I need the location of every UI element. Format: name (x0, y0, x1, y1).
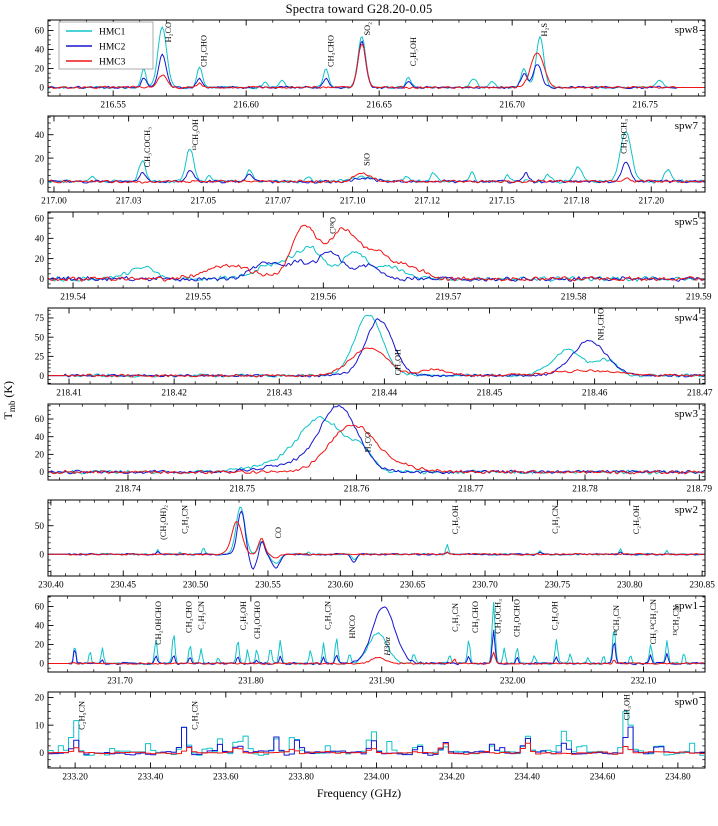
line-annotation: C₂H₃CN (196, 601, 206, 630)
line-annotation: CH₃OH (393, 349, 403, 376)
x-tick-label: 234.00 (363, 772, 390, 783)
x-tick-label: 230.60 (327, 580, 354, 591)
x-tick-label: 218.77 (457, 484, 484, 495)
series-group (49, 406, 705, 475)
series-group (49, 225, 705, 281)
x-tick-label: 217.05 (190, 196, 217, 207)
panel-label-spw4: spw4 (674, 312, 698, 324)
line-annotation: C₂H₃CN (180, 505, 190, 534)
series-group (49, 315, 705, 377)
y-axis-label-suffix: (K) (0, 380, 15, 401)
x-tick-label: 218.78 (572, 484, 598, 495)
y-tick-label: 60 (34, 26, 44, 37)
x-tick-label: 217.20 (638, 196, 665, 207)
x-tick-label: 218.45 (476, 388, 503, 399)
y-tick-label: 40 (34, 234, 44, 245)
x-tick-label: 230.80 (616, 580, 643, 591)
line-annotation: CO (273, 527, 283, 539)
line-annotation: CH₃OH (622, 694, 632, 721)
x-tick-label: 218.43 (266, 388, 293, 399)
line-annotation: CH₃COCH₃ (143, 127, 153, 168)
x-tick-label: 234.60 (589, 772, 616, 783)
line-annotation: C₂H₅OH (408, 37, 418, 67)
y-tick-label: 0 (39, 275, 44, 286)
line-annotation: C₂H₅OH (632, 505, 642, 535)
line-annotation: CH₃OCHO (512, 599, 522, 637)
line-annotation: CH₃CHO (199, 35, 209, 67)
x-tick-label: 218.42 (161, 388, 187, 399)
legend (59, 22, 153, 69)
line-annotation: CH₃CHO (326, 35, 336, 67)
legend-label-HMC3: HMC3 (99, 57, 126, 68)
x-tick-label: 219.56 (310, 292, 337, 303)
x-tick-label: 216.65 (366, 100, 392, 111)
y-axis-label-subscript: mb (7, 400, 18, 413)
y-tick-label: 20 (34, 450, 44, 461)
x-tick-label: 217.03 (115, 196, 142, 207)
x-tick-label: 234.80 (665, 772, 691, 783)
y-tick-label: 60 (34, 415, 44, 426)
y-axis-label (1, 360, 17, 440)
figure-title: Spectra toward G28.20-0.05 (285, 2, 433, 16)
x-tick-label: 230.40 (38, 580, 64, 591)
line-annotation: C¹⁸O (328, 217, 338, 234)
series-line-HMC3 (49, 225, 705, 281)
x-tick-label: 233.80 (288, 772, 314, 783)
panel-label-spw1: spw1 (674, 600, 698, 612)
panel-label-spw5: spw5 (674, 216, 698, 228)
line-annotation: H₂CO (164, 22, 174, 43)
series-line-HMC2 (49, 319, 705, 377)
line-annotation: C₂H₅CN (190, 701, 200, 730)
y-tick-label: 25 (34, 352, 44, 363)
y-tick-label: 0 (39, 749, 44, 759)
x-tick-label: 230.70 (472, 580, 498, 591)
x-tick-label: 216.75 (632, 100, 658, 111)
x-tick-label: 232.10 (630, 676, 657, 687)
series-line-HMC2 (49, 511, 705, 569)
y-tick-label: 20 (34, 154, 44, 165)
x-tick-label: 219.55 (185, 292, 211, 303)
plot-frame (48, 692, 705, 768)
series-line-HMC1 (49, 602, 705, 665)
y-tick-label: 50 (34, 333, 44, 344)
line-annotation: C₂H₅OH (238, 601, 248, 631)
panel-label-spw2: spw2 (674, 504, 698, 516)
spectrum-panel-spw0 (0, 689, 718, 785)
series-line-HMC3 (49, 348, 705, 377)
spectrum-panel-spw1 (0, 593, 718, 689)
y-tick-label: 40 (34, 130, 44, 141)
x-tick-label: 216.60 (233, 100, 259, 111)
x-tick-label: 219.57 (435, 292, 462, 303)
x-tick-label: 217.07 (265, 196, 291, 207)
panels-container (0, 17, 718, 785)
line-annotation: H₂CO (363, 432, 373, 453)
spectrum-panel-spw5 (0, 209, 718, 305)
x-tick-label: 219.59 (685, 292, 712, 303)
series-group (49, 602, 705, 665)
line-annotation: C₂H₅CN (77, 701, 87, 730)
line-annotation: C₂H₃CN (450, 603, 460, 632)
spectrum-panel-spw2 (0, 497, 718, 593)
line-annotation: CH₃OCHO (253, 601, 263, 639)
y-tick-label: 40 (34, 432, 44, 443)
x-tick-label: 230.85 (689, 580, 715, 591)
x-tick-label: 217.12 (414, 196, 441, 207)
panel-label-spw8: spw8 (674, 24, 698, 36)
x-tick-label: 233.20 (62, 772, 88, 783)
line-annotation: SO₂ (362, 22, 372, 36)
x-tick-label: 217.10 (339, 196, 366, 207)
line-annotation: (CH₂OH)₂ (158, 505, 168, 540)
x-tick-label: 218.75 (229, 484, 256, 495)
x-tick-label: 219.58 (560, 292, 587, 303)
x-tick-label: 230.65 (399, 580, 426, 591)
series-line-HMC3 (49, 425, 705, 474)
legend-label-HMC1: HMC1 (99, 27, 126, 38)
panel-label-spw7: spw7 (674, 120, 698, 132)
line-annotation: H30α (382, 637, 392, 656)
line-annotation: C₂H₃CN (550, 505, 560, 534)
line-annotation: C₂H₅OH (451, 505, 461, 535)
x-tick-label: 233.60 (213, 772, 239, 783)
line-annotation: CH₂OHCHO (153, 601, 163, 645)
line-annotation: ¹³CH₃OH (190, 119, 200, 151)
y-tick-label: 40 (34, 45, 44, 56)
y-tick-label: 20 (34, 693, 44, 704)
spectrum-panel-spw4 (0, 305, 718, 401)
line-annotation: ¹³CH₃CN (611, 605, 621, 636)
y-tick-label: 20 (34, 64, 44, 75)
y-tick-label: 0 (39, 550, 44, 561)
x-axis-label: Frequency (GHz) (316, 786, 402, 800)
series-line-HMC1 (49, 417, 705, 475)
spectrum-panel-spw3 (0, 401, 718, 497)
x-tick-label: 218.46 (581, 388, 608, 399)
line-annotation: NH₂CHO (596, 308, 606, 341)
x-tick-label: 234.40 (514, 772, 540, 783)
y-tick-label: 0 (39, 177, 44, 188)
x-tick-label: 230.75 (544, 580, 571, 591)
y-tick-label: 0 (39, 371, 44, 382)
x-tick-label: 219.54 (60, 292, 86, 303)
x-tick-label: 233.40 (137, 772, 164, 783)
y-tick-label: 0 (39, 468, 44, 479)
x-tick-label: 218.47 (686, 388, 713, 399)
x-tick-label: 231.70 (107, 676, 133, 687)
line-annotation: HNCO (348, 615, 358, 639)
x-tick-label: 230.45 (110, 580, 137, 591)
x-tick-label: 217.18 (563, 196, 590, 207)
plot-frame (48, 500, 705, 576)
panel-label-spw3: spw3 (674, 408, 698, 420)
line-annotation: H₂S (540, 23, 550, 37)
line-annotation: CH₃CHO (471, 601, 481, 633)
x-tick-label: 216.55 (100, 100, 126, 111)
y-tick-label: 20 (34, 640, 44, 651)
line-annotation: CH₃OCH₃ (619, 119, 629, 154)
x-tick-label: 230.55 (255, 580, 281, 591)
series-line-HMC1 (49, 246, 705, 281)
spectrum-panel-spw8 (0, 17, 718, 113)
x-tick-label: 234.20 (439, 772, 465, 783)
y-tick-label: 0 (39, 83, 44, 94)
x-tick-label: 218.74 (115, 484, 141, 495)
x-tick-label: 231.90 (368, 676, 395, 687)
line-annotation: ¹³CH₃CN (671, 605, 681, 636)
x-tick-label: 230.50 (182, 580, 209, 591)
y-tick-label: 40 (34, 621, 44, 632)
y-axis-label-prefix: T (0, 412, 15, 420)
x-tick-label: 218.44 (371, 388, 398, 399)
x-tick-label: 216.70 (499, 100, 525, 111)
y-tick-label: 20 (34, 254, 44, 265)
legend-label-HMC2: HMC2 (99, 42, 126, 53)
line-annotation: C₂H₅OH (550, 601, 560, 631)
series-group (49, 507, 705, 569)
x-tick-label: 217.15 (489, 196, 515, 207)
series-group (48, 712, 705, 756)
y-tick-label: 60 (34, 214, 44, 225)
line-annotation: C₂H₅CN (323, 601, 333, 630)
y-tick-label: 60 (34, 602, 44, 613)
x-tick-label: 218.79 (686, 484, 713, 495)
series-line-HMC3 (49, 522, 705, 558)
line-annotation: CH₃¹³CH₂CN (649, 599, 659, 645)
x-tick-label: 232.00 (499, 676, 526, 687)
plot-frame (48, 404, 705, 480)
x-tick-label: 218.76 (343, 484, 370, 495)
x-tick-label: 217.00 (41, 196, 67, 207)
y-tick-label: 0 (39, 659, 44, 670)
series-line-HMC2 (49, 607, 705, 665)
series-line-HMC1 (49, 315, 705, 377)
x-tick-label: 218.41 (56, 388, 82, 399)
series-line-HMC2 (49, 406, 705, 474)
line-annotation: CH₃OCH₃ (493, 599, 503, 634)
panel-label-spw0: spw0 (674, 696, 698, 708)
y-tick-label: 10 (34, 721, 44, 732)
y-tick-label: 50 (34, 521, 44, 532)
spectrum-panel-spw7 (0, 113, 718, 209)
line-annotation: SiO (362, 153, 372, 166)
x-tick-label: 231.80 (238, 676, 264, 687)
line-annotation: CH₃CHO (184, 601, 194, 633)
y-tick-label: 75 (34, 314, 44, 325)
